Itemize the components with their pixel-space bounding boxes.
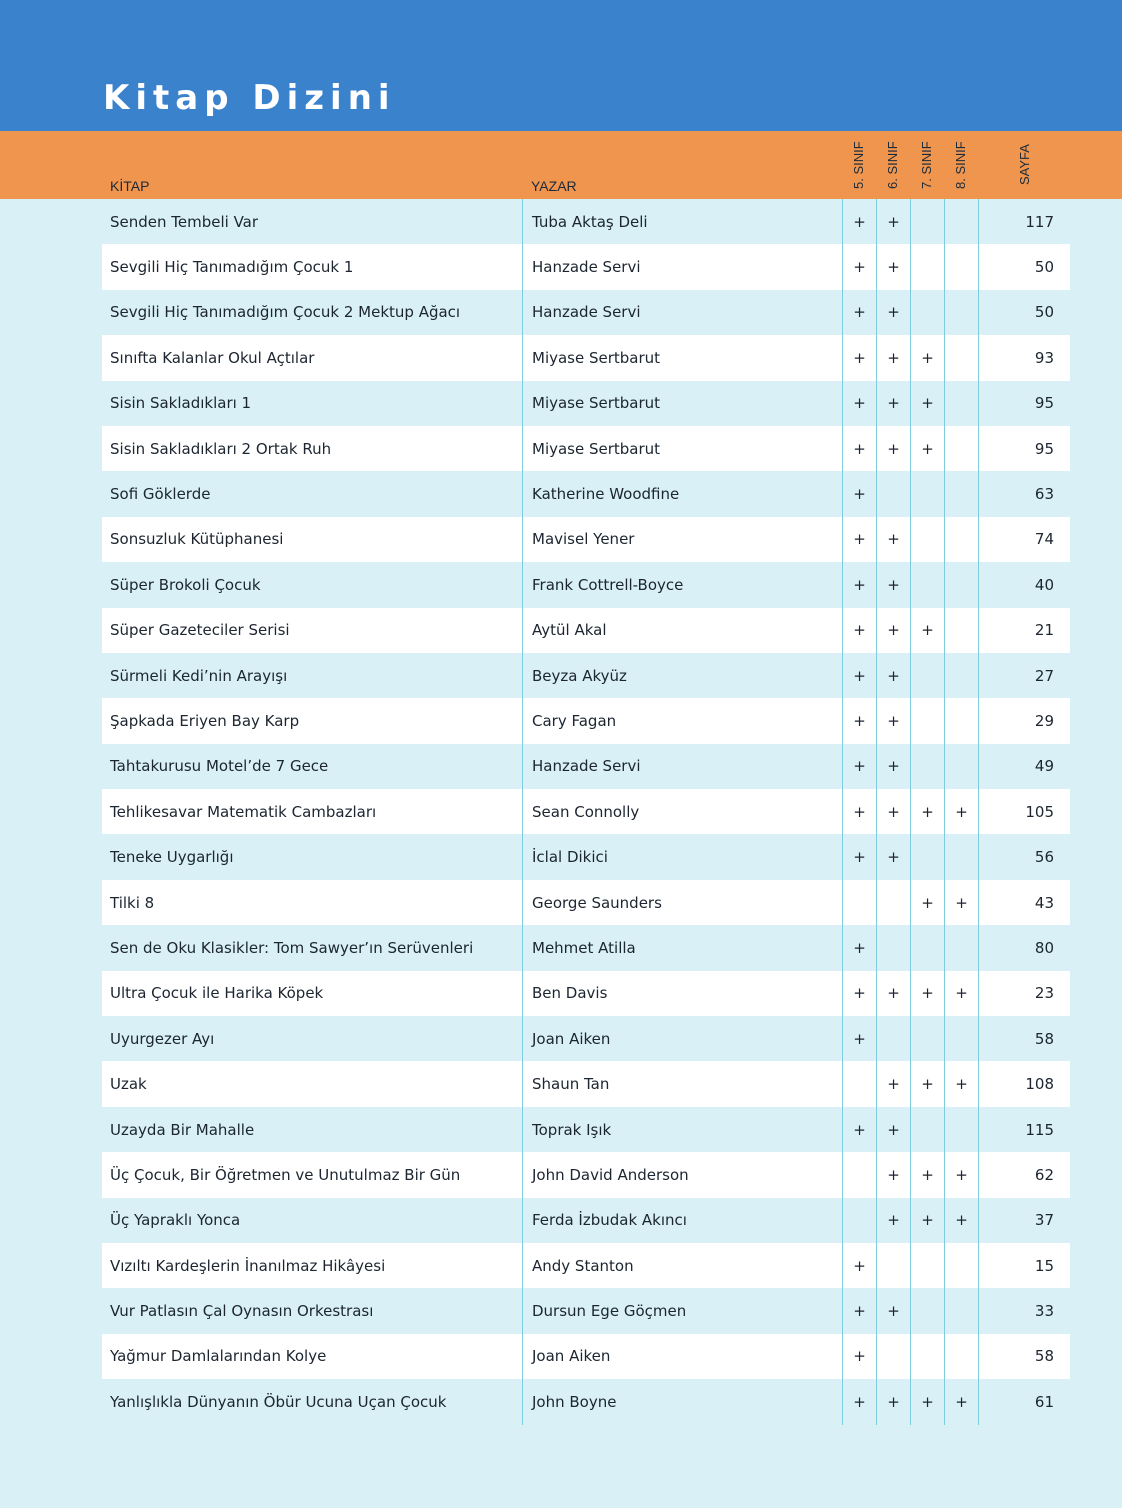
book-author: İclal Dikici	[522, 834, 842, 879]
grade-6-mark: +	[876, 1379, 910, 1424]
grade-7-mark	[910, 290, 944, 335]
book-title: Sürmeli Kedi’nin Arayışı	[110, 666, 288, 685]
table-row	[102, 698, 1070, 743]
page-number: 37	[978, 1198, 1070, 1243]
table-row	[102, 1061, 1070, 1106]
page-number: 50	[978, 244, 1070, 289]
book-title: Ultra Çocuk ile Harika Köpek	[110, 984, 324, 1003]
grade-8-mark: +	[944, 1198, 978, 1243]
table-row	[102, 381, 1070, 426]
grade-7-mark: +	[910, 1152, 944, 1197]
book-title: Üç Yapraklı Yonca	[110, 1211, 241, 1230]
grade-6-mark: +	[876, 834, 910, 879]
book-author: Miyase Sertbarut	[522, 381, 842, 426]
book-title: Yanlışlıkla Dünyanın Öbür Ucuna Uçan Çocuk	[110, 1392, 447, 1411]
grade-8-mark: +	[944, 1379, 978, 1424]
grade-5-mark: +	[842, 653, 876, 698]
grade-6-mark: +	[876, 335, 910, 380]
book-table	[102, 199, 1070, 1425]
grade-8-mark	[944, 834, 978, 879]
table-row	[102, 789, 1070, 834]
page-number: 105	[978, 789, 1070, 834]
book-author: Beyza Akyüz	[522, 653, 842, 698]
page-number: 58	[978, 1016, 1070, 1061]
book-title: Uzak	[110, 1075, 147, 1094]
grade-8-mark	[944, 471, 978, 516]
grade-8-mark	[944, 1016, 978, 1061]
grade-6-mark: +	[876, 653, 910, 698]
grade-7-mark	[910, 1016, 944, 1061]
grade-8-mark	[944, 744, 978, 789]
table-row	[102, 880, 1070, 925]
grade-7-mark	[910, 653, 944, 698]
book-title: Sınıfta Kalanlar Okul Açtılar	[110, 348, 315, 367]
grade-5-mark: +	[842, 834, 876, 879]
grade-5-mark: +	[842, 744, 876, 789]
grade-7-mark: +	[910, 1061, 944, 1106]
book-title: Sen de Oku Klasikler: Tom Sawyer’ın Serüvenleri	[110, 938, 474, 957]
grade-6-mark	[876, 1334, 910, 1379]
book-title: Vur Patlasın Çal Oynasın Orkestrası	[110, 1302, 374, 1321]
grade-5-mark: +	[842, 1379, 876, 1424]
grade-5-mark	[842, 1198, 876, 1243]
table-row	[102, 653, 1070, 698]
grade-5-mark: +	[842, 1334, 876, 1379]
grade-8-mark	[944, 653, 978, 698]
grade-5-mark: +	[842, 1107, 876, 1152]
grade-6-mark: +	[876, 1107, 910, 1152]
grade-5-mark	[842, 1061, 876, 1106]
book-title: Tahtakurusu Motel’de 7 Gece	[110, 757, 329, 776]
grade-8-mark	[944, 335, 978, 380]
grade-7-mark: +	[910, 789, 944, 834]
grade-8-mark: +	[944, 789, 978, 834]
book-title: Uyurgezer Ayı	[110, 1029, 215, 1048]
book-author: Andy Stanton	[522, 1243, 842, 1288]
grade-5-mark: +	[842, 562, 876, 607]
page-number: 58	[978, 1334, 1070, 1379]
page-number: 15	[978, 1243, 1070, 1288]
book-title: Vızıltı Kardeşlerin İnanılmaz Hikâyesi	[110, 1256, 386, 1275]
grade-8-mark	[944, 1107, 978, 1152]
header-author: YAZAR	[531, 178, 577, 194]
grade-8-mark	[944, 199, 978, 244]
page-number: 61	[978, 1379, 1070, 1424]
grade-7-mark	[910, 1334, 944, 1379]
table-row	[102, 1107, 1070, 1152]
book-author: John Boyne	[522, 1379, 842, 1424]
book-author: George Saunders	[522, 880, 842, 925]
book-title: Sevgili Hiç Tanımadığım Çocuk 2 Mektup Ağacı	[110, 303, 461, 322]
book-title: Üç Çocuk, Bir Öğretmen ve Unutulmaz Bir Gün	[110, 1165, 461, 1184]
grade-6-mark	[876, 880, 910, 925]
table-row	[102, 290, 1070, 335]
grade-5-mark: +	[842, 608, 876, 653]
table-row	[102, 244, 1070, 289]
grade-6-mark	[876, 925, 910, 970]
grade-8-mark	[944, 1288, 978, 1333]
grade-6-mark	[876, 1016, 910, 1061]
table-row	[102, 1152, 1070, 1197]
table-row	[102, 834, 1070, 879]
page-number: 50	[978, 290, 1070, 335]
table-row	[102, 426, 1070, 471]
book-author: Cary Fagan	[522, 698, 842, 743]
book-author: Dursun Ege Göçmen	[522, 1288, 842, 1333]
table-row	[102, 1016, 1070, 1061]
grade-6-mark: +	[876, 971, 910, 1016]
book-title: Teneke Uygarlığı	[110, 848, 234, 867]
book-author: Ben Davis	[522, 971, 842, 1016]
grade-6-mark: +	[876, 517, 910, 562]
book-title: Sonsuzluk Kütüphanesi	[110, 530, 284, 549]
grade-8-mark	[944, 608, 978, 653]
table-row	[102, 1379, 1070, 1424]
page-number: 80	[978, 925, 1070, 970]
book-author: Mehmet Atilla	[522, 925, 842, 970]
grade-5-mark: +	[842, 925, 876, 970]
header-page: SAYFA	[1017, 144, 1032, 185]
title-bar	[0, 0, 1122, 131]
page-number: 23	[978, 971, 1070, 1016]
grade-7-mark: +	[910, 381, 944, 426]
grade-6-mark: +	[876, 381, 910, 426]
grade-5-mark	[842, 1152, 876, 1197]
page-number: 115	[978, 1107, 1070, 1152]
book-author: Katherine Woodfine	[522, 471, 842, 516]
grade-8-mark	[944, 244, 978, 289]
grade-5-mark	[842, 880, 876, 925]
table-row	[102, 471, 1070, 516]
table-header	[0, 131, 1122, 199]
book-author: Joan Aiken	[522, 1334, 842, 1379]
grade-8-mark	[944, 517, 978, 562]
grade-5-mark: +	[842, 426, 876, 471]
book-author: Sean Connolly	[522, 789, 842, 834]
book-author: Aytül Akal	[522, 608, 842, 653]
page-number: 117	[978, 199, 1070, 244]
page-number: 62	[978, 1152, 1070, 1197]
grade-7-mark: +	[910, 426, 944, 471]
grade-5-mark: +	[842, 971, 876, 1016]
book-title: Şapkada Eriyen Bay Karp	[110, 711, 300, 730]
grade-7-mark	[910, 1107, 944, 1152]
page-number: 108	[978, 1061, 1070, 1106]
book-author: Miyase Sertbarut	[522, 426, 842, 471]
book-title: Süper Brokoli Çocuk	[110, 575, 261, 594]
grade-5-mark: +	[842, 381, 876, 426]
page-number: 33	[978, 1288, 1070, 1333]
grade-6-mark: +	[876, 698, 910, 743]
page-number: 29	[978, 698, 1070, 743]
table-row	[102, 1243, 1070, 1288]
grade-8-mark: +	[944, 1152, 978, 1197]
grade-6-mark: +	[876, 1198, 910, 1243]
book-title: Tilki 8	[110, 893, 155, 912]
grade-7-mark	[910, 925, 944, 970]
grade-8-mark: +	[944, 880, 978, 925]
page-number: 40	[978, 562, 1070, 607]
book-author: Hanzade Servi	[522, 290, 842, 335]
table-row	[102, 517, 1070, 562]
table-row	[102, 335, 1070, 380]
book-author: Hanzade Servi	[522, 244, 842, 289]
table-row	[102, 1334, 1070, 1379]
book-title: Yağmur Damlalarından Kolye	[110, 1347, 327, 1366]
book-title: Tehlikesavar Matematik Cambazları	[110, 802, 377, 821]
book-title: Sevgili Hiç Tanımadığım Çocuk 1	[110, 258, 354, 277]
grade-8-mark	[944, 562, 978, 607]
grade-7-mark	[910, 199, 944, 244]
grade-7-mark	[910, 834, 944, 879]
grade-7-mark	[910, 1288, 944, 1333]
header-grade-5: 5. SINIF	[851, 141, 866, 189]
grade-6-mark: +	[876, 562, 910, 607]
grade-7-mark	[910, 698, 944, 743]
grade-6-mark: +	[876, 744, 910, 789]
grade-7-mark	[910, 244, 944, 289]
grade-7-mark	[910, 471, 944, 516]
grade-8-mark	[944, 1243, 978, 1288]
table-row	[102, 1198, 1070, 1243]
grade-8-mark	[944, 925, 978, 970]
book-title: Uzayda Bir Mahalle	[110, 1120, 255, 1139]
header-grade-8: 8. SINIF	[953, 141, 968, 189]
grade-5-mark: +	[842, 1016, 876, 1061]
grade-8-mark	[944, 1334, 978, 1379]
book-author: Frank Cottrell-Boyce	[522, 562, 842, 607]
grade-6-mark	[876, 1243, 910, 1288]
table-row	[102, 971, 1070, 1016]
grade-6-mark: +	[876, 290, 910, 335]
grade-6-mark: +	[876, 244, 910, 289]
page-number: 56	[978, 834, 1070, 879]
page-number: 27	[978, 653, 1070, 698]
header-grade-7: 7. SINIF	[919, 141, 934, 189]
book-author: John David Anderson	[522, 1152, 842, 1197]
table-row	[102, 1288, 1070, 1333]
grade-7-mark	[910, 744, 944, 789]
page-number: 95	[978, 381, 1070, 426]
grade-5-mark: +	[842, 290, 876, 335]
grade-6-mark: +	[876, 426, 910, 471]
page-number: 95	[978, 426, 1070, 471]
page-number: 43	[978, 880, 1070, 925]
header-grade-6: 6. SINIF	[885, 141, 900, 189]
grade-6-mark	[876, 471, 910, 516]
page-number: 74	[978, 517, 1070, 562]
book-author: Shaun Tan	[522, 1061, 842, 1106]
book-title: Sisin Sakladıkları 2 Ortak Ruh	[110, 439, 332, 458]
book-author: Joan Aiken	[522, 1016, 842, 1061]
book-author: Miyase Sertbarut	[522, 335, 842, 380]
grade-5-mark: +	[842, 471, 876, 516]
book-author: Ferda İzbudak Akıncı	[522, 1198, 842, 1243]
grade-6-mark: +	[876, 608, 910, 653]
grade-5-mark: +	[842, 244, 876, 289]
grade-5-mark: +	[842, 1288, 876, 1333]
grade-8-mark: +	[944, 1061, 978, 1106]
grade-7-mark: +	[910, 335, 944, 380]
grade-5-mark: +	[842, 698, 876, 743]
grade-8-mark	[944, 381, 978, 426]
grade-5-mark: +	[842, 335, 876, 380]
grade-6-mark: +	[876, 1152, 910, 1197]
grade-6-mark: +	[876, 1061, 910, 1106]
book-author: Tuba Aktaş Deli	[522, 199, 842, 244]
grade-8-mark	[944, 698, 978, 743]
book-author: Mavisel Yener	[522, 517, 842, 562]
grade-5-mark: +	[842, 789, 876, 834]
grade-6-mark: +	[876, 789, 910, 834]
grade-7-mark: +	[910, 971, 944, 1016]
table-row	[102, 744, 1070, 789]
book-title: Sisin Sakladıkları 1	[110, 394, 252, 413]
grade-8-mark	[944, 426, 978, 471]
book-author: Hanzade Servi	[522, 744, 842, 789]
book-author: Toprak Işık	[522, 1107, 842, 1152]
grade-7-mark: +	[910, 1198, 944, 1243]
grade-6-mark: +	[876, 199, 910, 244]
page-number: 63	[978, 471, 1070, 516]
page-number: 49	[978, 744, 1070, 789]
book-title: Senden Tembeli Var	[110, 212, 259, 231]
page-number: 93	[978, 335, 1070, 380]
table-row	[102, 608, 1070, 653]
grade-8-mark: +	[944, 971, 978, 1016]
header-book: KİTAP	[110, 178, 150, 194]
page-number: 21	[978, 608, 1070, 653]
table-row	[102, 199, 1070, 244]
book-title: Süper Gazeteciler Serisi	[110, 621, 290, 640]
grade-7-mark: +	[910, 1379, 944, 1424]
table-row	[102, 562, 1070, 607]
table-row	[102, 925, 1070, 970]
grade-7-mark	[910, 517, 944, 562]
grade-5-mark: +	[842, 1243, 876, 1288]
grade-5-mark: +	[842, 517, 876, 562]
grade-7-mark	[910, 562, 944, 607]
page-title: Kitap Dizini	[103, 78, 396, 118]
grade-7-mark	[910, 1243, 944, 1288]
grade-6-mark: +	[876, 1288, 910, 1333]
grade-8-mark	[944, 290, 978, 335]
grade-7-mark: +	[910, 880, 944, 925]
grade-7-mark: +	[910, 608, 944, 653]
book-title: Sofi Göklerde	[110, 485, 211, 504]
grade-5-mark: +	[842, 199, 876, 244]
